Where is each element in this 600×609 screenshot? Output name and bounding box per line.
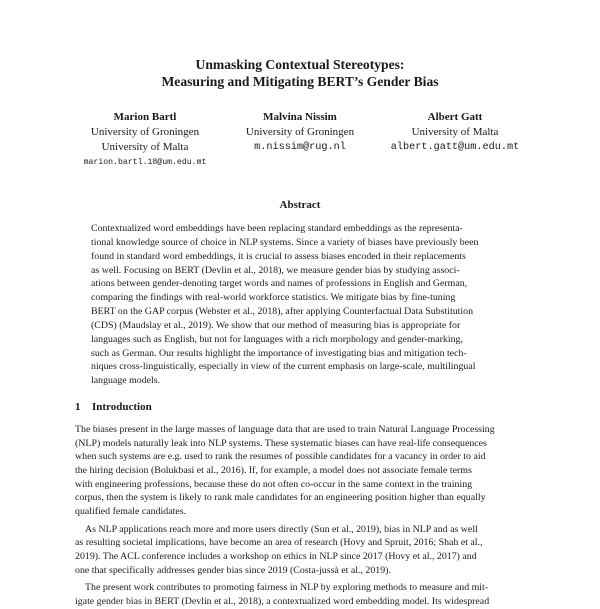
abstract-line: comparing the findings with real-world workforce statistics. We mitigate bias by fine-tuning xyxy=(91,292,456,304)
title-line-2: Measuring and Mitigating BERT’s Gender Bias xyxy=(161,73,439,89)
body-line: As NLP applications reach more and more users directly (Sun et al., 2019), bias in NLP and as well xyxy=(85,523,478,535)
abstract-line: (CDS) (Maudslay et al., 2019). We show that our method of measuring bias is appropriate for xyxy=(91,319,461,331)
abstract-line: languages such as English, but not for languages with a rich morphology and gender-marking, xyxy=(91,333,463,345)
abstract-line: Contextualized word embeddings have been replacing standard embeddings as the representa- xyxy=(91,223,463,234)
abstract-line: BERT on the GAP corpus (Webster et al., 2018), after applying Counterfactual Data Substitution xyxy=(91,306,474,318)
body-line: igate gender bias in BERT (Devlin et al., 2018), a contextualized word embedding model. Its widespread xyxy=(75,595,490,607)
abstract-line: as well. Focusing on BERT (Devlin et al., 2018), we measure gender bias by studying associ- xyxy=(91,264,460,276)
author-block-2 xyxy=(225,110,375,155)
section-heading xyxy=(75,401,152,413)
author-block-1 xyxy=(70,110,220,170)
author-name: Marion Bartl xyxy=(113,111,177,123)
author-email[interactable]: marion.bartl.18@um.edu.mt xyxy=(83,158,207,167)
paper-title xyxy=(0,57,600,90)
body-line: qualified female candidates. xyxy=(75,505,187,517)
author-affiliation: University of Malta xyxy=(101,141,189,153)
body-line: corpus, then the system is likely to rank male candidates for an engineering position higher than equally xyxy=(75,492,486,504)
author-affiliation: University of Groningen xyxy=(245,126,355,138)
body-line: one that specifically addresses gender bias since 2019 (Costa-jussà et al., 2019). xyxy=(75,564,391,576)
body-line: when such systems are e.g. used to rank the resumes of possible candidates for a vacancy in order to aid xyxy=(75,451,486,463)
author-email[interactable]: m.nissim@rug.nl xyxy=(254,142,346,153)
title-line-1: Unmasking Contextual Stereotypes: xyxy=(195,57,405,72)
abstract-line: niques cross-linguistically, especially in view of the current emphasis on large-scale, multilingual xyxy=(91,361,476,373)
abstract-text xyxy=(91,222,512,388)
body-line: The present work contributes to promoting fairness in NLP by exploring methods to measure and mit- xyxy=(85,582,489,594)
abstract-line: ations between gender-denoting target words and names of professions in English and German, xyxy=(91,278,468,290)
body-line: The biases present in the large masses of language data that are used to train Natural Language Processing xyxy=(75,424,495,435)
author-block-3 xyxy=(370,110,540,155)
abstract-line: found in standard word embeddings, it is crucial to assess biases encoded in their replacements xyxy=(91,250,466,262)
body-line: with engineering professions, because these do not often co-occur in the same context in the training xyxy=(75,478,473,490)
abstract-line: language models. xyxy=(91,375,161,387)
author-email[interactable]: albert.gatt@um.edu.mt xyxy=(390,142,520,153)
author-affiliation: University of Groningen xyxy=(90,126,200,138)
abstract-line: tional knowledge source of choice in NLP systems. Since a variety of biases have previously been xyxy=(91,236,479,248)
author-name: Albert Gatt xyxy=(427,111,483,123)
author-name: Malvina Nissim xyxy=(263,111,337,123)
abstract-line: such as German. Our results highlight the importance of investigating bias and mitigation tech- xyxy=(91,347,467,359)
body-line: (NLP) models naturally leak into NLP systems. These systematic biases can have real-life consequences xyxy=(75,437,487,449)
section-number: 1 xyxy=(75,401,81,413)
abstract-heading: Abstract xyxy=(279,199,321,211)
section-title: Introduction xyxy=(92,401,152,413)
body-line: 2019). The ACL conference includes a workshop on ethics in NLP since 2017 (Hovy et al., 2017) and xyxy=(75,550,477,562)
body-line: the hiring decision (Bolukbasi et al., 2016). If, for example, a model does not associate female terms xyxy=(75,464,472,476)
body-text xyxy=(75,423,530,609)
body-line: as resulting societal implications, have become an area of research (Hovy and Spruit, 2016; Shah et al., xyxy=(75,537,483,549)
author-affiliation: University of Malta xyxy=(411,126,499,138)
